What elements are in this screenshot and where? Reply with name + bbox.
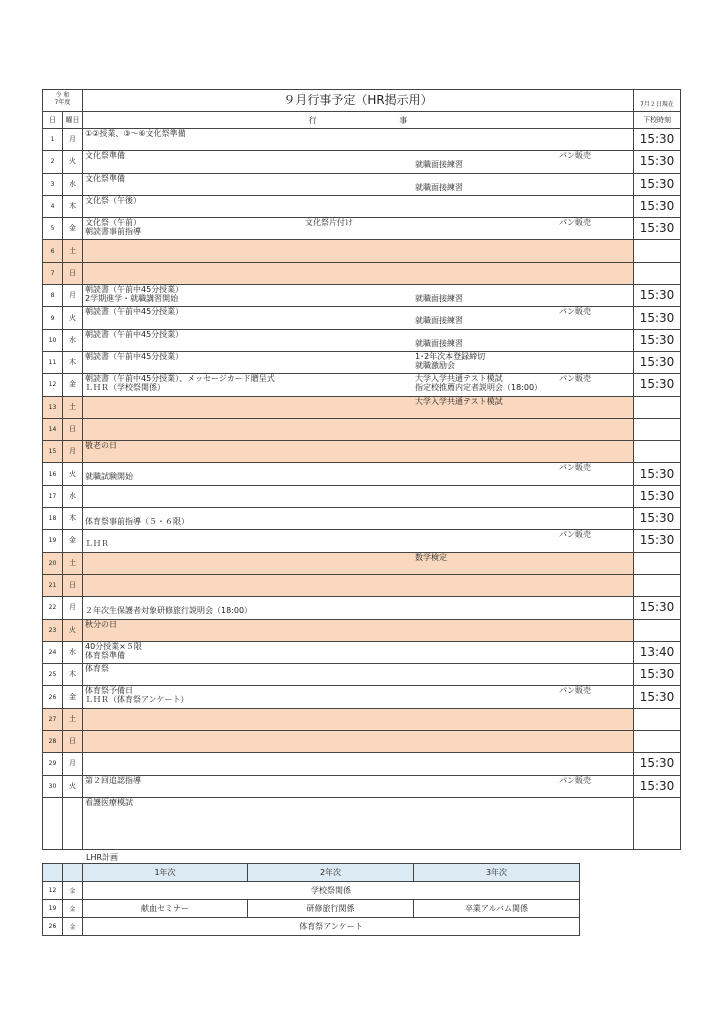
events-cell: [83, 240, 634, 262]
col-header-day: 日: [43, 112, 63, 129]
events-cell: [83, 708, 634, 730]
event-text: 就職面接練習: [415, 160, 463, 170]
weekday: 水: [63, 329, 83, 351]
events-cell: [83, 753, 634, 775]
dismissal-time: 15:30: [634, 508, 681, 530]
day-number: 9: [43, 307, 63, 329]
day-number: 21: [43, 574, 63, 596]
dismissal-time: 15:30: [634, 285, 681, 307]
day-row: [43, 307, 681, 329]
day-number: 27: [43, 708, 63, 730]
lhr-year1: 献血セミナー: [83, 900, 248, 918]
day-number: 13: [43, 396, 63, 418]
weekday: 水: [63, 641, 83, 663]
dismissal-time: [634, 240, 681, 262]
dismissal-time: [634, 731, 681, 753]
dismissal-time: 15:30: [634, 686, 681, 708]
dismissal-time: 15:30: [634, 775, 681, 797]
day-row: [43, 574, 681, 596]
weekday: 火: [63, 775, 83, 797]
event-text: 第２回追認指導: [85, 775, 141, 785]
dismissal-time: [634, 418, 681, 440]
event-text: 文化祭準備: [85, 151, 125, 161]
events-cell: [83, 307, 634, 329]
dismissal-time: 15:30: [634, 597, 681, 619]
event-text: 指定校推薦内定者説明会（18:00）: [415, 383, 543, 393]
lhr-year2: 研修旅行関係: [248, 900, 414, 918]
day-row: [43, 552, 681, 574]
event-text: 朝読書（午前中45分授業）: [85, 329, 184, 339]
day-number: 6: [43, 240, 63, 262]
note-cell: [83, 797, 634, 849]
day-number: 20: [43, 552, 63, 574]
lhr-day: 19: [43, 900, 63, 918]
day-number: 29: [43, 753, 63, 775]
event-text: ①②授業、③～⑥文化祭準備: [85, 129, 186, 138]
dismissal-time: 15:30: [634, 664, 681, 686]
event-text: 就職面接練習: [415, 182, 463, 192]
day-number: 7: [43, 262, 63, 284]
lhr-plan-title: LHR計画: [86, 853, 119, 862]
weekday: 日: [63, 418, 83, 440]
weekday: 金: [63, 218, 83, 240]
events-cell: [83, 262, 634, 284]
weekday: 日: [63, 574, 83, 596]
event-text: パン販売: [559, 218, 591, 228]
events-cell: [83, 597, 634, 619]
events-cell: [83, 641, 634, 663]
lhr-weekday: 金: [63, 918, 83, 936]
weekday: 土: [63, 552, 83, 574]
note-row: [43, 797, 681, 849]
day-number: 17: [43, 485, 63, 507]
school-year: 7年度: [54, 99, 71, 106]
dismissal-time: 15:30: [634, 173, 681, 195]
day-number: 10: [43, 329, 63, 351]
weekday: 金: [63, 530, 83, 552]
dismissal-time: 15:30: [634, 463, 681, 485]
event-text: 朝読書（午前中45分授業）: [85, 285, 184, 295]
day-number: 18: [43, 508, 63, 530]
lhr-col-year1: 1年次: [83, 864, 248, 882]
event-text: 大学入学共通テスト模試: [415, 374, 503, 384]
day-number: 1: [43, 129, 63, 151]
events-cell: [83, 374, 634, 396]
day-row: [43, 351, 681, 373]
day-row: [43, 664, 681, 686]
event-text: パン販売: [559, 686, 591, 696]
dismissal-time: 15:30: [634, 129, 681, 151]
events-cell: [83, 552, 634, 574]
lhr-row: [43, 882, 580, 900]
day-row: [43, 686, 681, 708]
event-text: パン販売: [559, 307, 591, 317]
day-number: 23: [43, 619, 63, 641]
lhr-plan-table: [42, 863, 580, 936]
weekday: 土: [63, 396, 83, 418]
day-row: [43, 463, 681, 485]
lhr-col-year2: 2年次: [248, 864, 414, 882]
day-row: [43, 329, 681, 351]
day-row: [43, 418, 681, 440]
lhr-all-years: 体育祭アンケート: [83, 918, 580, 936]
dismissal-time: [634, 708, 681, 730]
weekday: 水: [63, 485, 83, 507]
note-blank-day: [43, 797, 63, 849]
events-cell: [83, 574, 634, 596]
events-cell: [83, 151, 634, 173]
day-row: [43, 218, 681, 240]
event-text: 文化祭片付け: [305, 218, 353, 228]
weekday: 月: [63, 753, 83, 775]
dismissal-time: 15:30: [634, 753, 681, 775]
lhr-day: 12: [43, 882, 63, 900]
weekday: 木: [63, 195, 83, 217]
event-text: 文化祭（午後）: [85, 195, 141, 205]
day-row: [43, 396, 681, 418]
day-row: [43, 195, 681, 217]
event-text: ＬＨＲ: [85, 539, 109, 549]
events-cell: [83, 775, 634, 797]
day-number: 16: [43, 463, 63, 485]
events-cell: [83, 195, 634, 217]
lhr-col-year3: 3年次: [414, 864, 580, 882]
event-text: 秋分の日: [85, 619, 117, 629]
event-text: 就職面接練習: [415, 316, 463, 326]
weekday: 月: [63, 285, 83, 307]
weekday: 日: [63, 262, 83, 284]
day-number: 24: [43, 641, 63, 663]
day-number: 28: [43, 731, 63, 753]
weekday: 土: [63, 240, 83, 262]
weekday: 水: [63, 173, 83, 195]
day-row: [43, 441, 681, 463]
events-cell: [83, 418, 634, 440]
day-row: [43, 731, 681, 753]
dismissal-time: 13:40: [634, 641, 681, 663]
page-title: ９月行事予定（HR掲示用）: [83, 90, 634, 112]
dismissal-time: [634, 552, 681, 574]
events-cell: [83, 664, 634, 686]
dismissal-time: [634, 619, 681, 641]
era-label: 令 和: [55, 92, 70, 99]
event-text: 体育祭事前指導（５・６限）: [85, 517, 189, 527]
dismissal-time: 15:30: [634, 218, 681, 240]
events-cell: [83, 329, 634, 351]
note-blank-weekday: [63, 797, 83, 849]
event-text: 就職面接練習: [415, 338, 463, 348]
events-cell: [83, 173, 634, 195]
day-row: [43, 129, 681, 151]
dismissal-time: [634, 396, 681, 418]
event-text: 1･2年次本登録締切: [415, 351, 486, 361]
event-text: ２年次生保護者対象研修旅行説明会（18:00）: [85, 606, 253, 616]
day-row: [43, 240, 681, 262]
lhr-header-blank-2: [63, 864, 83, 882]
events-cell: [83, 351, 634, 373]
events-cell: [83, 530, 634, 552]
as-of-date: 7月２日現在: [634, 90, 681, 112]
era-cell: [43, 90, 83, 112]
lhr-row: [43, 918, 580, 936]
day-number: 25: [43, 664, 63, 686]
events-cell: [83, 285, 634, 307]
dismissal-time: 15:30: [634, 374, 681, 396]
dismissal-time: 15:30: [634, 485, 681, 507]
weekday: 木: [63, 351, 83, 373]
lhr-all-years: 学校祭関係: [83, 882, 580, 900]
lhr-day: 26: [43, 918, 63, 936]
day-number: 30: [43, 775, 63, 797]
day-number: 12: [43, 374, 63, 396]
dismissal-time: 15:30: [634, 195, 681, 217]
weekday: 月: [63, 129, 83, 151]
events-cell: [83, 619, 634, 641]
event-text: 朝読書（午前中45分授業）: [85, 351, 184, 361]
col-header-time: 下校時刻: [634, 112, 681, 129]
weekday: 月: [63, 441, 83, 463]
events-cell: [83, 396, 634, 418]
event-text: 敬老の日: [85, 441, 117, 451]
weekday: 土: [63, 708, 83, 730]
lhr-year3: 卒業アルバム関係: [414, 900, 580, 918]
event-text: 朝読書（午前中45分授業）: [85, 307, 184, 317]
col-header-events-2: 事: [399, 115, 408, 125]
weekday: 火: [63, 307, 83, 329]
day-number: 15: [43, 441, 63, 463]
events-cell: [83, 686, 634, 708]
day-row: [43, 485, 681, 507]
event-text: 体育祭予備日: [85, 686, 133, 696]
event-text: 文化祭準備: [85, 173, 125, 183]
events-cell: [83, 731, 634, 753]
dismissal-time: 15:30: [634, 307, 681, 329]
col-header-events-1: 行: [308, 115, 317, 125]
event-text: 就職激励会: [415, 360, 455, 370]
day-number: 14: [43, 418, 63, 440]
event-text: 文化祭（午前）: [85, 218, 141, 228]
day-number: 3: [43, 173, 63, 195]
day-row: [43, 374, 681, 396]
day-row: [43, 508, 681, 530]
weekday: 月: [63, 597, 83, 619]
weekday: 火: [63, 151, 83, 173]
day-number: 26: [43, 686, 63, 708]
event-text: パン販売: [559, 374, 591, 384]
col-header-weekday: 曜日: [63, 112, 83, 129]
event-text: 朝読書事前指導: [85, 227, 141, 237]
col-header-events: [83, 112, 634, 129]
day-number: 4: [43, 195, 63, 217]
events-cell: [83, 218, 634, 240]
day-row: [43, 597, 681, 619]
event-text: ＬＨＲ（学校祭関係）: [85, 383, 165, 393]
schedule-table: [42, 89, 681, 850]
event-text: 2学期進学・就職講習開始: [85, 294, 179, 304]
weekday: 金: [63, 374, 83, 396]
event-text: 就職面接練習: [415, 294, 463, 304]
day-row: [43, 753, 681, 775]
event-text: 体育祭準備: [85, 650, 125, 660]
dismissal-time: 15:30: [634, 329, 681, 351]
day-row: [43, 151, 681, 173]
note-blank-time: [634, 797, 681, 849]
dismissal-time: 15:30: [634, 351, 681, 373]
event-text: パン販売: [559, 775, 591, 785]
day-row: [43, 641, 681, 663]
title-row: [43, 90, 681, 112]
weekday: 日: [63, 731, 83, 753]
weekday: 金: [63, 686, 83, 708]
event-text: ＬＨＲ（体育祭アンケート）: [85, 695, 189, 705]
header-row: [43, 112, 681, 129]
event-text: 体育祭: [85, 664, 109, 674]
event-text: 朝読書（午前中45分授業）、メッセージカード贈呈式: [85, 374, 275, 384]
event-text: 就職試験開始: [85, 472, 133, 482]
weekday: 火: [63, 619, 83, 641]
day-row: [43, 285, 681, 307]
event-text: 大学入学共通テスト模試: [415, 396, 503, 406]
dismissal-time: 15:30: [634, 151, 681, 173]
dismissal-time: [634, 574, 681, 596]
note-text: 看護医療模試: [85, 797, 133, 807]
events-cell: [83, 463, 634, 485]
event-text: パン販売: [559, 530, 591, 540]
day-row: [43, 173, 681, 195]
lhr-weekday: 金: [63, 882, 83, 900]
dismissal-time: [634, 262, 681, 284]
day-row: [43, 530, 681, 552]
day-number: 22: [43, 597, 63, 619]
events-cell: [83, 441, 634, 463]
day-row: [43, 708, 681, 730]
day-number: 19: [43, 530, 63, 552]
lhr-header-row: [43, 864, 580, 882]
day-row: [43, 262, 681, 284]
weekday: 火: [63, 463, 83, 485]
day-row: [43, 775, 681, 797]
lhr-row: [43, 900, 580, 918]
weekday: 木: [63, 664, 83, 686]
day-number: 5: [43, 218, 63, 240]
event-text: パン販売: [559, 151, 591, 161]
dismissal-time: 15:30: [634, 530, 681, 552]
day-number: 8: [43, 285, 63, 307]
event-text: パン販売: [559, 463, 591, 473]
weekday: 木: [63, 508, 83, 530]
event-text: 40分授業×５限: [85, 641, 142, 651]
events-cell: [83, 485, 634, 507]
day-row: [43, 619, 681, 641]
day-number: 11: [43, 351, 63, 373]
events-cell: [83, 129, 634, 151]
day-number: 2: [43, 151, 63, 173]
event-text: 数学検定: [415, 552, 447, 562]
lhr-header-blank-1: [43, 864, 63, 882]
lhr-weekday: 金: [63, 900, 83, 918]
dismissal-time: [634, 441, 681, 463]
events-cell: [83, 508, 634, 530]
